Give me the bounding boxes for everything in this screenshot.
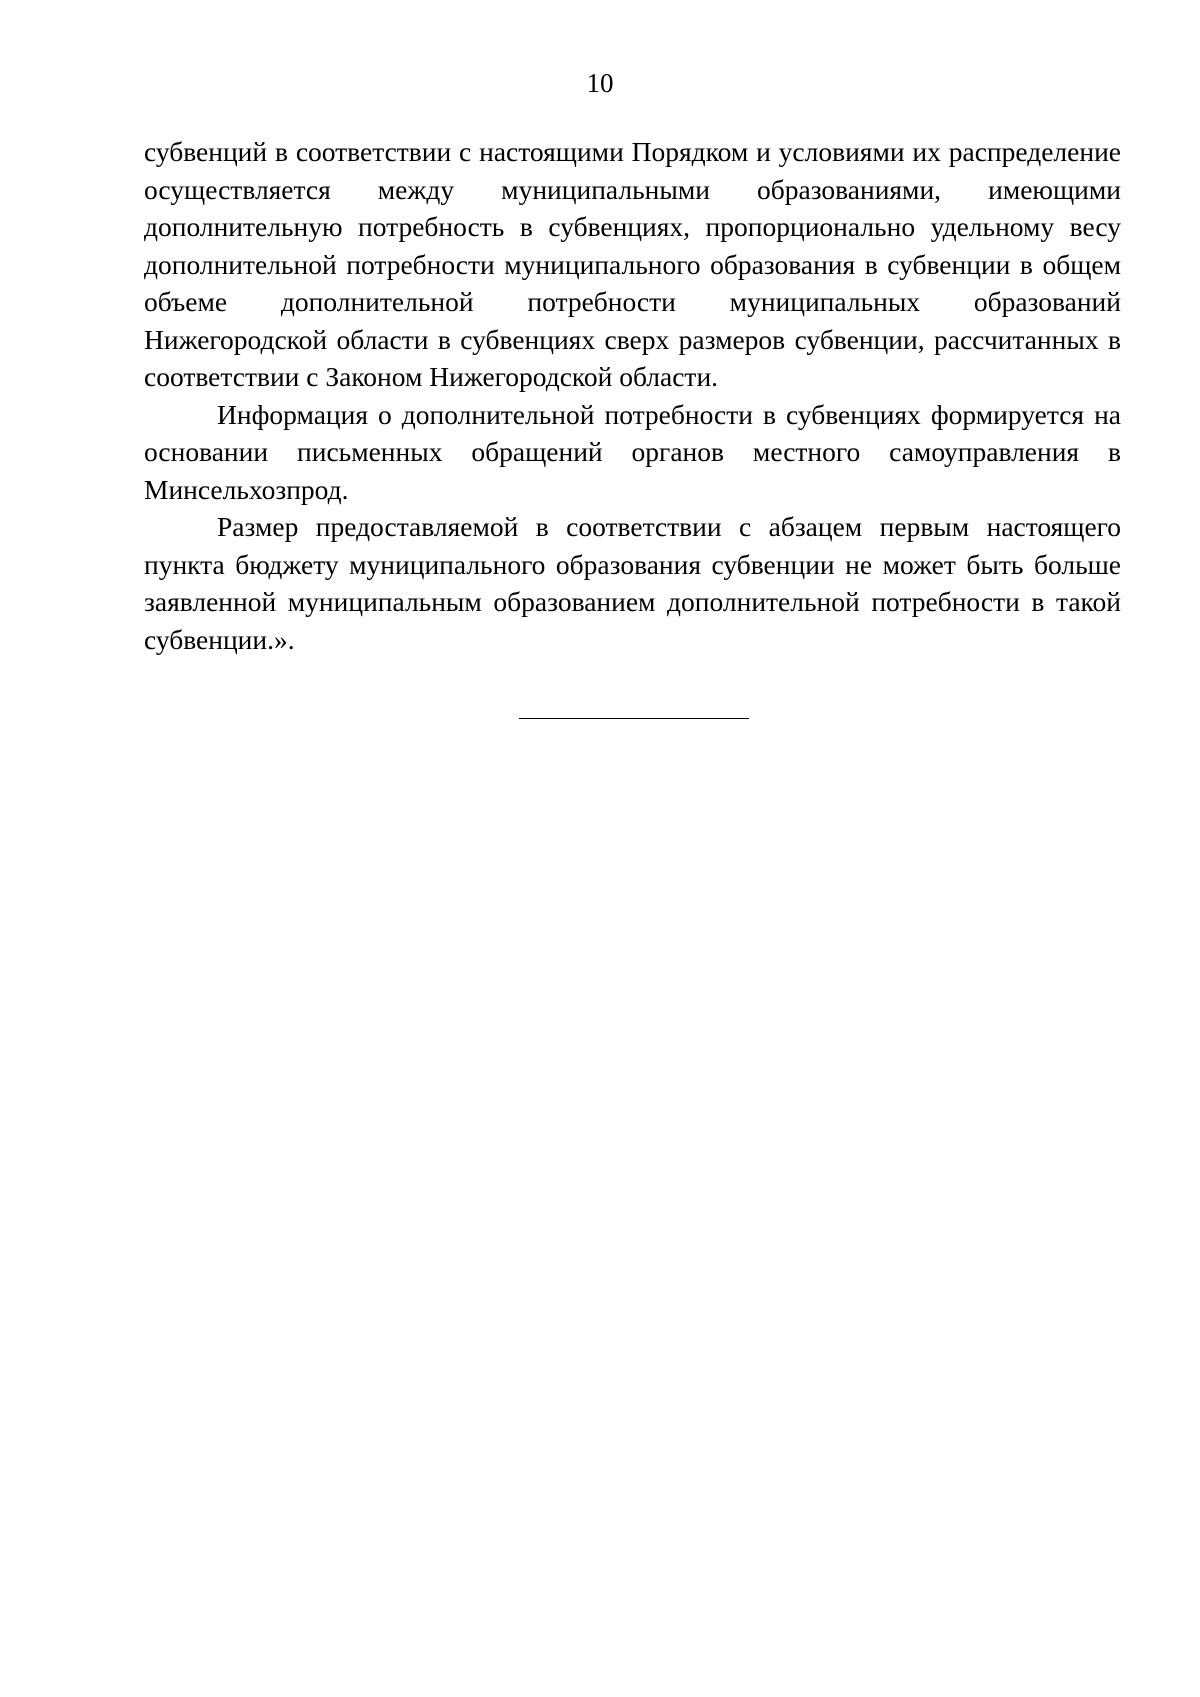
paragraph-subvention-limit: Размер предоставляемой в соответствии с абзацем первым настоящего пункта бюджету муниципального образования субвенции не может быть больше заявленной муниципальным образованием дополнительной потребности в такой субвенции.». [144,511,1121,655]
paragraph-info-source: Информация о дополнительной потребности в субвенциях формируется на основании письменных обращений органов местного самоуправления в Минсельхозпрод. [144,398,1121,505]
document-body [144,133,1121,658]
end-separator-line [519,718,749,719]
page-number: 10 [586,68,614,98]
paragraph-continuation: субвенций в соответствии с настоящими Порядком и условиями их распределение осуществляется между муниципальными образованиями, имеющими дополнительную потребность в субвенциях, пропорционально удельному весу дополнительной потребности муниципального образования в субвенции в общем объеме дополнительной потребности муниципальных образований Нижегородской области в субвенциях сверх размеров субвенции, рассчитанных в соответствии с Законом Нижегородской области. [144,136,1121,392]
